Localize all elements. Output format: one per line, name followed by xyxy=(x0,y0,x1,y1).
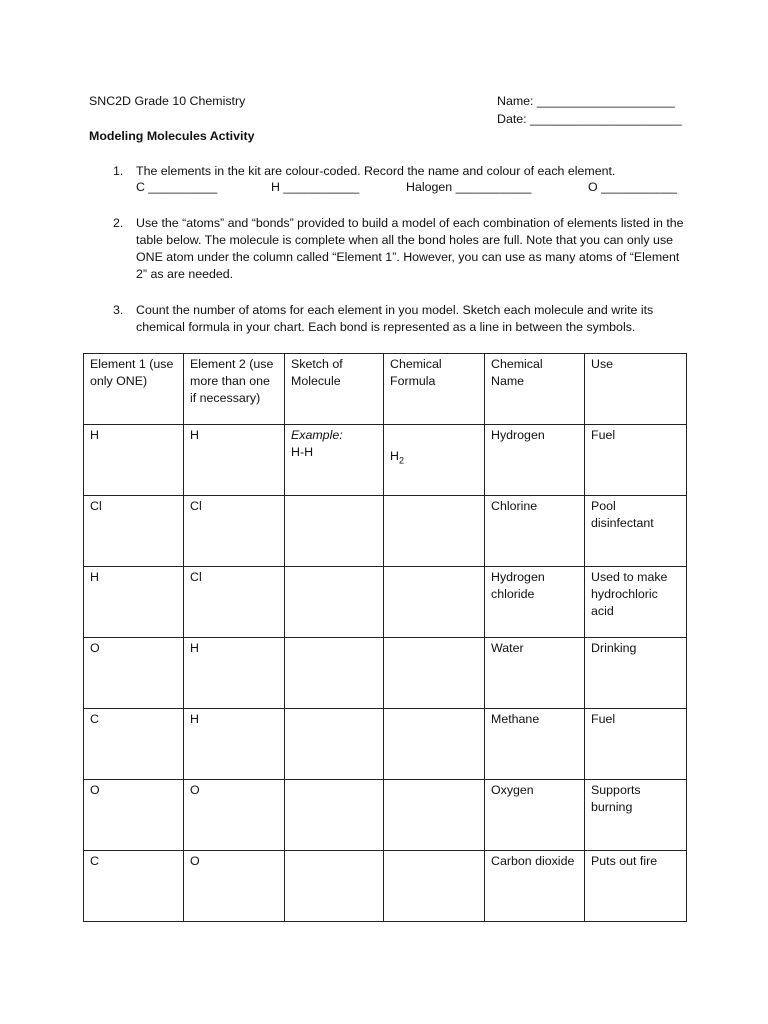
sketch-cell[interactable] xyxy=(285,567,384,638)
header-use: Use xyxy=(585,354,687,425)
question-text: Use the “atoms” and “bonds” provided to build a model of each combination of elements listed in the table below. The molecule is complete when all the bond holes are full. Note that you can only use ONE atom under the column called “Element 1”. However, you can use as many atoms of “Element 2” as are needed. xyxy=(136,216,684,281)
question-number: 3. xyxy=(113,303,124,317)
sketch-cell xyxy=(285,425,384,496)
question-3 xyxy=(113,302,683,338)
element-colour-blanks xyxy=(136,180,681,197)
table-row xyxy=(84,638,687,709)
element-2-cell: O xyxy=(184,851,285,922)
page-title: Modeling Molecules Activity xyxy=(89,129,255,143)
sketch-cell[interactable] xyxy=(285,638,384,709)
halogen-blank[interactable]: Halogen ___________ xyxy=(406,180,532,194)
formula-cell[interactable] xyxy=(384,780,485,851)
element-1-cell: C xyxy=(84,851,184,922)
header-element-1: Element 1 (use only ONE) xyxy=(84,354,184,425)
sketch-cell[interactable] xyxy=(285,851,384,922)
use-cell: Puts out fire xyxy=(585,851,687,922)
use-cell: Supports burning xyxy=(585,780,687,851)
formula-cell[interactable] xyxy=(384,709,485,780)
header-name: Chemical Name xyxy=(485,354,585,425)
example-label: Example: xyxy=(291,428,343,442)
table-row xyxy=(84,496,687,567)
formula-subscript: 2 xyxy=(398,455,404,466)
chemical-name-cell: Hydrogen chloride xyxy=(485,567,585,638)
formula-cell[interactable] xyxy=(384,496,485,567)
use-cell: Used to make hydrochloric acid xyxy=(585,567,687,638)
element-2-cell: O xyxy=(184,780,285,851)
chemical-name-cell: Hydrogen xyxy=(485,425,585,496)
example-sketch: H-H xyxy=(291,445,314,459)
chemical-name-cell: Water xyxy=(485,638,585,709)
example-formula xyxy=(390,431,478,469)
molecules-table xyxy=(83,353,687,922)
hydrogen-blank[interactable]: H ___________ xyxy=(271,180,360,194)
chemical-name-cell: Oxygen xyxy=(485,780,585,851)
chemical-name-cell: Chlorine xyxy=(485,496,585,567)
element-1-cell: H xyxy=(84,567,184,638)
question-text: The elements in the kit are colour-coded. Record the name and colour of each element. xyxy=(136,164,616,178)
header-formula: Chemical Formula xyxy=(384,354,485,425)
use-cell: Fuel xyxy=(585,709,687,780)
element-2-cell: Cl xyxy=(184,496,285,567)
table-row xyxy=(84,780,687,851)
question-number: 1. xyxy=(113,164,124,178)
question-2 xyxy=(113,215,683,285)
chemical-name-cell: Carbon dioxide xyxy=(485,851,585,922)
element-1-cell: O xyxy=(84,638,184,709)
sketch-cell[interactable] xyxy=(285,780,384,851)
element-1-cell: Cl xyxy=(84,496,184,567)
header-element-2: Element 2 (use more than one if necessary) xyxy=(184,354,285,425)
date-field[interactable]: Date: ______________________ xyxy=(497,112,682,126)
formula-cell[interactable] xyxy=(384,851,485,922)
element-2-cell: H xyxy=(184,425,285,496)
element-2-cell: Cl xyxy=(184,567,285,638)
formula-cell xyxy=(384,425,485,496)
question-text: Count the number of atoms for each element in you model. Sketch each molecule and write its chemical formula in your chart. Each bond is represented as a line in between the symbols. xyxy=(136,303,654,334)
header-sketch: Sketch of Molecule xyxy=(285,354,384,425)
table-row xyxy=(84,425,687,496)
carbon-blank[interactable]: C __________ xyxy=(136,180,218,194)
element-1-cell: C xyxy=(84,709,184,780)
use-cell: Pool disinfectant xyxy=(585,496,687,567)
table-row xyxy=(84,709,687,780)
question-number: 2. xyxy=(113,216,124,230)
formula-cell[interactable] xyxy=(384,638,485,709)
element-2-cell: H xyxy=(184,709,285,780)
name-field[interactable]: Name: ____________________ xyxy=(497,94,675,108)
element-1-cell: H xyxy=(84,425,184,496)
sketch-cell[interactable] xyxy=(285,496,384,567)
sketch-cell[interactable] xyxy=(285,709,384,780)
formula-cell[interactable] xyxy=(384,567,485,638)
table-row xyxy=(84,567,687,638)
use-cell: Fuel xyxy=(585,425,687,496)
question-1 xyxy=(113,163,683,180)
course-title: SNC2D Grade 10 Chemistry xyxy=(89,94,246,108)
oxygen-blank[interactable]: O ___________ xyxy=(588,180,677,194)
element-2-cell: H xyxy=(184,638,285,709)
element-1-cell: O xyxy=(84,780,184,851)
formula-base: H xyxy=(390,449,399,463)
chemical-name-cell: Methane xyxy=(485,709,585,780)
table-row xyxy=(84,851,687,922)
use-cell: Drinking xyxy=(585,638,687,709)
table-header-row xyxy=(84,354,687,425)
